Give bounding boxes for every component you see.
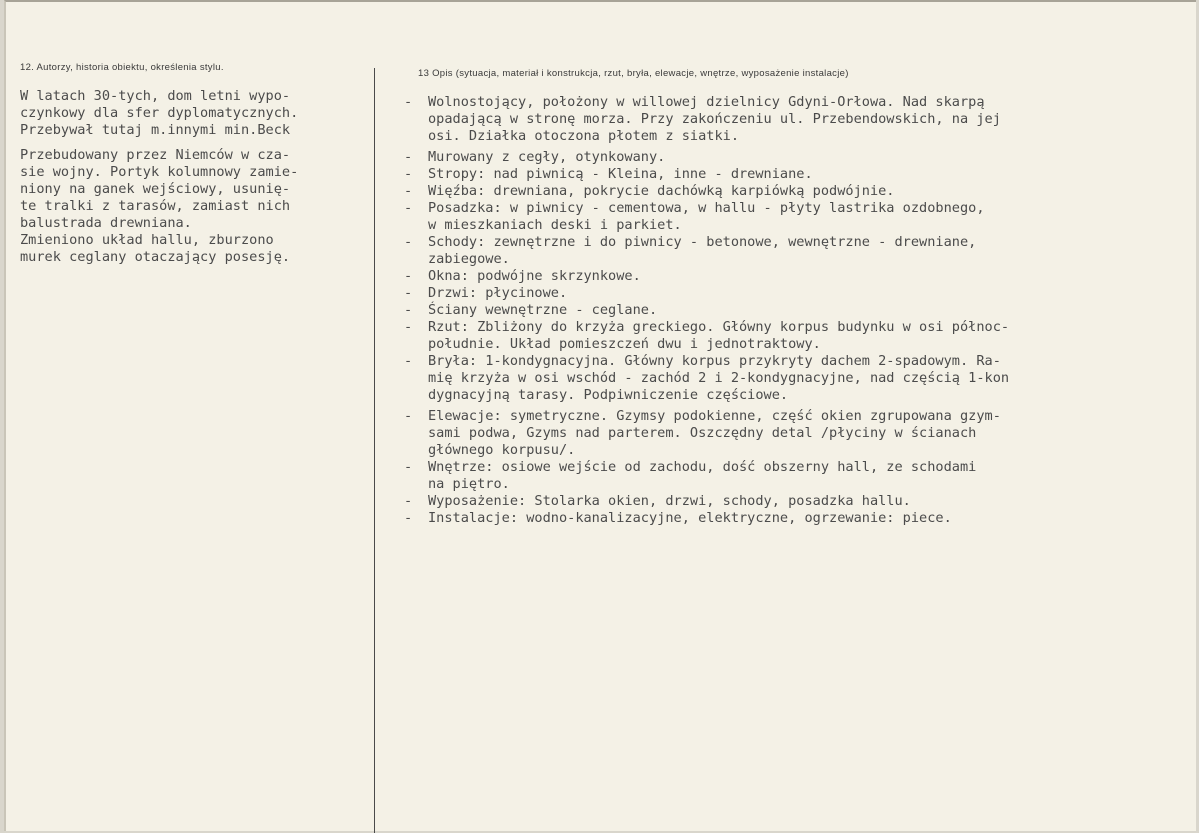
- description-item-text: Wyposażenie: Stolarka okien, drzwi, schody, posadzka hallu.: [428, 493, 911, 509]
- description-item-elevations: [404, 408, 1184, 459]
- list-dash: -: [404, 408, 413, 424]
- history-column: [20, 88, 370, 274]
- description-item-interior: [404, 459, 1184, 493]
- description-item-text: Więźba: drewniana, pokrycie dachówką karpiówką podwójnie.: [428, 183, 895, 199]
- description-item-text: Rzut: Zbliżony do krzyża greckiego. Główny korpus budynku w osi północ- południe. Układ pomieszczeń dwu i jednotraktowy.: [428, 319, 1010, 352]
- description-item-text: Stropy: nad piwnicą - Kleina, inne - drewniane.: [428, 166, 813, 182]
- description-column: [404, 94, 1184, 527]
- description-item-text: Wnętrze: osiowe wejście od zachodu, dość obszerny hall, ze schodami na piętro.: [428, 459, 977, 492]
- list-dash: -: [404, 353, 413, 369]
- history-paragraph: Zmieniono układ hallu, zburzono murek ceglany otaczający posesję.: [20, 232, 291, 265]
- description-item-windows: [404, 268, 1184, 285]
- description-item-equipment: [404, 493, 1184, 510]
- description-item-text: Wolnostojący, położony w willowej dzielnicy Gdyni-Orłowa. Nad skarpą opadającą w stronę morza. Przy zakończeniu ul. Przebendowskich, na jej osi. Działka otoczona płotem z siatki.: [428, 94, 1001, 144]
- list-dash: -: [404, 268, 413, 284]
- description-item-plan: [404, 319, 1184, 353]
- description-item-location: [404, 94, 1184, 145]
- description-item-text: Okna: podwójne skrzynkowe.: [428, 268, 641, 284]
- list-dash: -: [404, 493, 413, 509]
- list-dash: -: [404, 149, 413, 165]
- description-item-text: Elewacje: symetryczne. Gzymsy podokienne, część okien zgrupowana gzym- sami podwa, Gzyms nad parterem. Oszczędny detal /płyciny w ścianach głównego korpusu/.: [428, 408, 1001, 458]
- description-item-text: Drzwi: płycinowe.: [428, 285, 568, 301]
- section-12-heading: 12. Autorzy, historia obiektu, określenia stylu.: [20, 62, 224, 73]
- description-item-floors: [404, 200, 1184, 234]
- list-dash: -: [404, 94, 413, 110]
- column-divider: [374, 68, 375, 833]
- list-dash: -: [404, 234, 413, 250]
- description-item-stairs: [404, 234, 1184, 268]
- record-card: [4, 0, 1196, 831]
- history-paragraph: W latach 30-tych, dom letni wypo- czynkowy dla sfer dyplomatycznych. Przebywał tutaj m.innymi min.Beck: [20, 88, 299, 138]
- list-dash: -: [404, 200, 413, 216]
- list-dash: -: [404, 166, 413, 182]
- list-dash: -: [404, 459, 413, 475]
- list-dash: -: [404, 302, 413, 318]
- description-item-text: Ściany wewnętrzne - ceglane.: [428, 302, 658, 318]
- description-item-roof-truss: [404, 183, 1184, 200]
- description-item-doors: [404, 285, 1184, 302]
- description-item-text: Instalacje: wodno-kanalizacyjne, elektryczne, ogrzewanie: piece.: [428, 510, 952, 526]
- list-dash: -: [404, 510, 413, 526]
- description-item-text: Murowany z cegły, otynkowany.: [428, 149, 666, 165]
- list-dash: -: [404, 183, 413, 199]
- description-item-text: Posadzka: w piwnicy - cementowa, w hallu - płyty lastrika ozdobnego, w mieszkaniach deski i parkiet.: [428, 200, 985, 233]
- description-item-massing: [404, 353, 1184, 404]
- description-item-text: Bryła: 1-kondygnacyjna. Główny korpus przykryty dachem 2-spadowym. Ra- mię krzyża w osi wschód - zachód 2 i 2-kondygnacyjne, nad częścią 1-kon dygnacyjną tarasy. Podpiwniczenie częściowe.: [428, 353, 1010, 403]
- history-paragraph: Przebudowany przez Niemców w cza- sie wojny. Portyk kolumnowy zamie- niony na ganek wejściowy, usunię- te tralki z tarasów, zamiast nich balustrada drewniana.: [20, 147, 299, 231]
- description-item-ceilings: [404, 166, 1184, 183]
- list-dash: -: [404, 319, 413, 335]
- section-13-heading: 13 Opis (sytuacja, materiał i konstrukcja, rzut, bryła, elewacje, wnętrze, wyposażenie instalacje): [418, 68, 849, 79]
- list-dash: -: [404, 285, 413, 301]
- description-item-installations: [404, 510, 1184, 527]
- description-item-material: [404, 149, 1184, 166]
- description-item-text: Schody: zewnętrzne i do piwnicy - betonowe, wewnętrzne - drewniane, zabiegowe.: [428, 234, 977, 267]
- description-item-walls: [404, 302, 1184, 319]
